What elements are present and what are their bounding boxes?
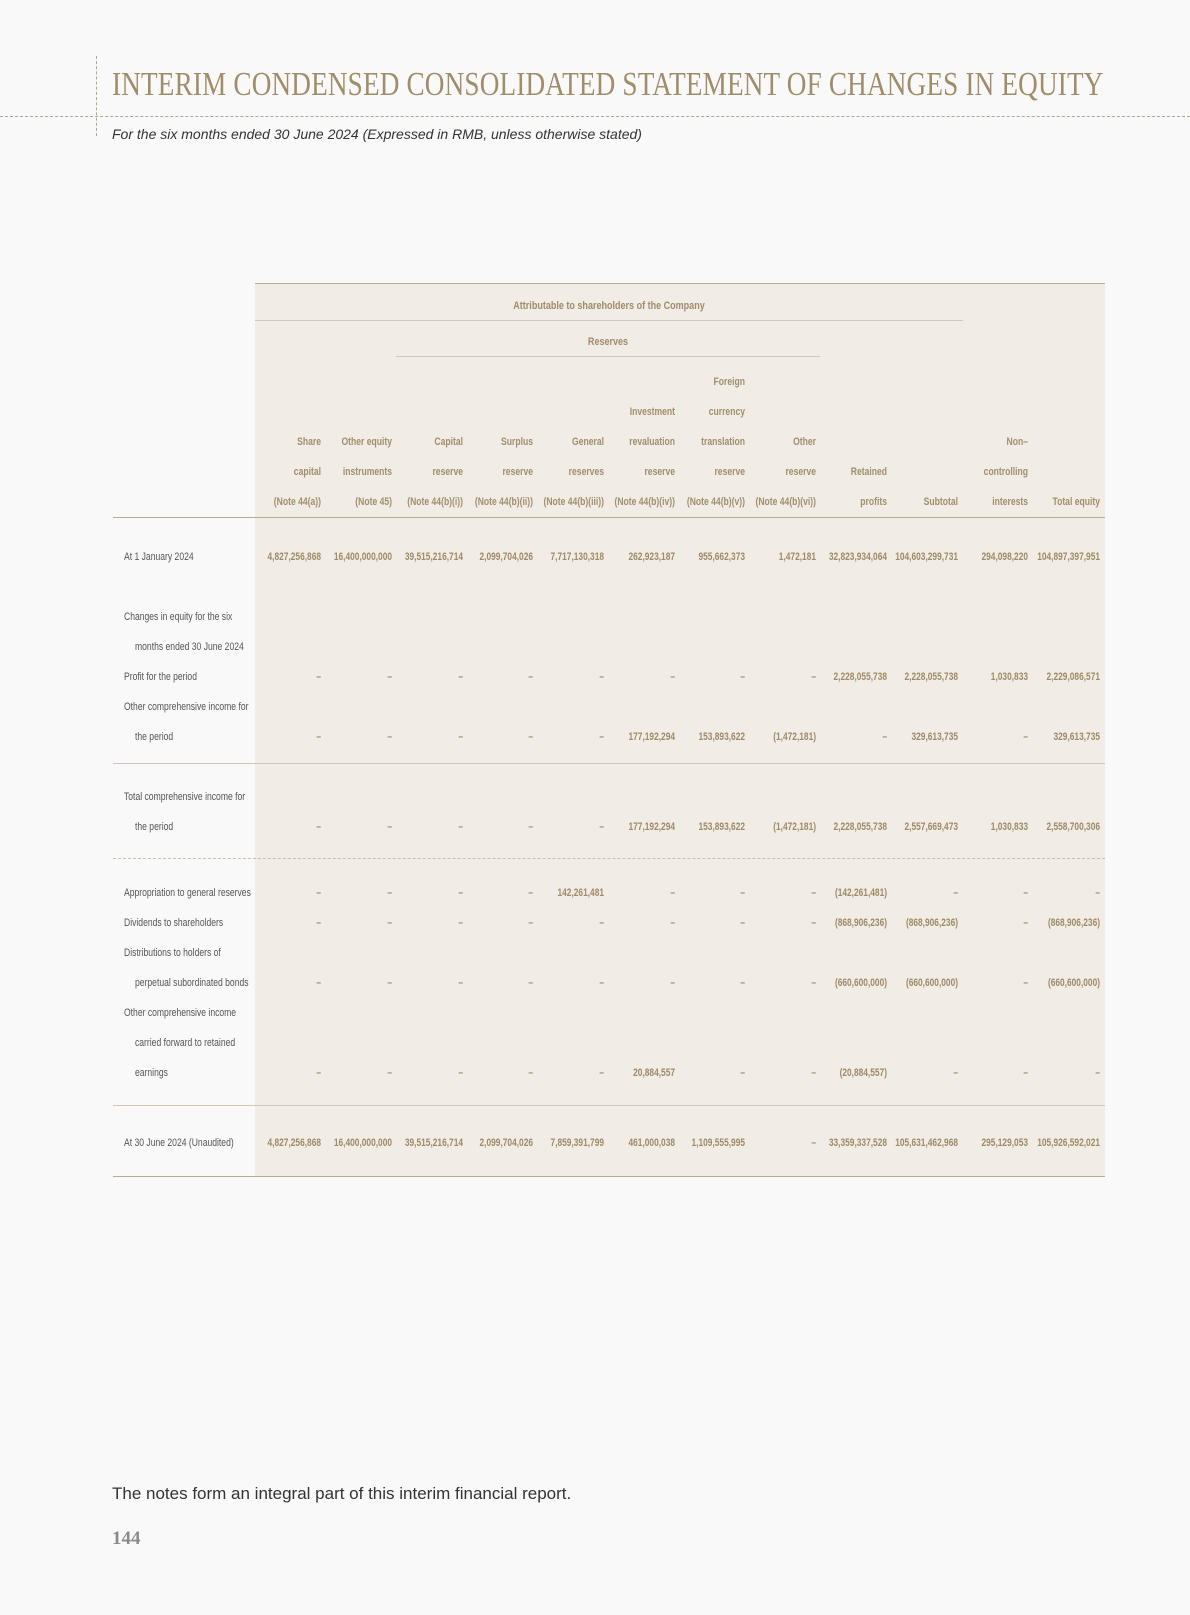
column-header-9-line-2: profits xyxy=(860,496,887,508)
cell-r5-c11: 1,030,833 xyxy=(990,821,1028,833)
row-label-2-line-1: Changes in equity for the six xyxy=(124,611,233,623)
cell-r1-c4: 2,099,704,026 xyxy=(479,551,533,563)
cell-r3-c11: 1,030,833 xyxy=(990,671,1028,683)
cell-r7-c12: (868,906,236) xyxy=(1047,917,1100,929)
cell-r9-c3: – xyxy=(458,1067,463,1079)
table-bottom-rule xyxy=(113,1176,1105,1177)
column-header-8-line-2: reserve xyxy=(785,466,816,478)
column-header-6-line-3: reserve xyxy=(644,466,675,478)
column-header-2-line-1: Other equity xyxy=(341,436,392,448)
row-label-1-line-1: At 1 January 2024 xyxy=(124,551,194,563)
cell-r7-c11: – xyxy=(1023,917,1028,929)
cell-r1-c10: 104,603,299,731 xyxy=(895,551,958,563)
cell-r7-c7: – xyxy=(740,917,745,929)
cell-r7-c3: – xyxy=(458,917,463,929)
cell-r7-c1: – xyxy=(316,917,321,929)
cell-r8-c4: – xyxy=(528,977,533,989)
cell-r8-c5: – xyxy=(599,977,604,989)
section-rule-3 xyxy=(113,1105,1105,1106)
decorative-dashed-marker xyxy=(96,56,97,136)
row-label-2-line-2: months ended 30 June 2024 xyxy=(135,641,244,653)
cell-r9-c4: – xyxy=(528,1067,533,1079)
row-label-5-line-2: the period xyxy=(135,821,174,833)
cell-r3-c3: – xyxy=(458,671,463,683)
cell-r5-c1: – xyxy=(316,821,321,833)
row-label-9-line-1: Other comprehensive income xyxy=(124,1007,237,1019)
cell-r1-c5: 7,717,130,318 xyxy=(550,551,604,563)
column-header-3-line-3: (Note 44(b)(i)) xyxy=(407,496,463,508)
cell-r4-c6: 177,192,294 xyxy=(628,731,675,743)
cell-r10-c6: 461,000,038 xyxy=(628,1137,675,1149)
decorative-dashed-line xyxy=(0,116,1190,117)
cell-r9-c10: – xyxy=(953,1067,958,1079)
footnote: The notes form an integral part of this interim financial report. xyxy=(112,1484,572,1503)
section-rule-1 xyxy=(113,763,1105,764)
column-header-6-line-1: Investment xyxy=(629,406,675,418)
cell-r9-c11: – xyxy=(1023,1067,1028,1079)
row-label-6-line-1: Appropriation to general reserves xyxy=(124,887,251,899)
column-header-8-line-1: Other xyxy=(793,436,816,448)
cell-r9-c8: – xyxy=(811,1067,816,1079)
cell-r7-c6: – xyxy=(670,917,675,929)
cell-r5-c8: (1,472,181) xyxy=(773,821,816,833)
cell-r9-c12: – xyxy=(1095,1067,1100,1079)
cell-r6-c9: (142,261,481) xyxy=(834,887,887,899)
column-header-1-line-3: (Note 44(a)) xyxy=(273,496,321,508)
cell-r3-c10: 2,228,055,738 xyxy=(904,671,958,683)
row-label-10-line-1: At 30 June 2024 (Unaudited) xyxy=(124,1137,234,1149)
attributable-group-rule xyxy=(255,320,963,321)
cell-r7-c5: – xyxy=(599,917,604,929)
column-header-4-line-3: (Note 44(b)(ii)) xyxy=(474,496,533,508)
cell-r6-c7: – xyxy=(740,887,745,899)
cell-r6-c2: – xyxy=(387,887,392,899)
cell-r4-c5: – xyxy=(599,731,604,743)
cell-r8-c6: – xyxy=(670,977,675,989)
column-header-11-line-1: Non– xyxy=(1006,436,1028,448)
cell-r3-c9: 2,228,055,738 xyxy=(833,671,887,683)
table-top-rule xyxy=(255,283,1105,284)
cell-r1-c11: 294,098,220 xyxy=(981,551,1028,563)
cell-r4-c4: – xyxy=(528,731,533,743)
cell-r10-c5: 7,859,391,799 xyxy=(550,1137,604,1149)
row-label-8-line-1: Distributions to holders of xyxy=(124,947,221,959)
cell-r7-c8: – xyxy=(811,917,816,929)
cell-r9-c1: – xyxy=(316,1067,321,1079)
group-header-attributable: Attributable to shareholders of the Company xyxy=(513,300,705,312)
row-label-5-line-1: Total comprehensive income for xyxy=(124,791,246,803)
cell-r5-c4: – xyxy=(528,821,533,833)
cell-r1-c9: 32,823,934,064 xyxy=(828,551,887,563)
cell-r5-c12: 2,558,700,306 xyxy=(1046,821,1100,833)
cell-r3-c1: – xyxy=(316,671,321,683)
column-header-2-line-2: instruments xyxy=(342,466,392,478)
cell-r5-c6: 177,192,294 xyxy=(628,821,675,833)
cell-r1-c3: 39,515,216,714 xyxy=(404,551,463,563)
cell-r8-c1: – xyxy=(316,977,321,989)
cell-r7-c2: – xyxy=(387,917,392,929)
row-label-4-line-2: the period xyxy=(135,731,174,743)
column-header-1-line-1: Share xyxy=(297,436,321,448)
cell-r3-c2: – xyxy=(387,671,392,683)
cell-r6-c5: 142,261,481 xyxy=(557,887,604,899)
cell-r8-c10: (660,600,000) xyxy=(905,977,958,989)
column-header-11-line-2: controlling xyxy=(983,466,1028,478)
cell-r1-c12: 104,897,397,951 xyxy=(1037,551,1100,563)
column-header-3-line-2: reserve xyxy=(432,466,463,478)
cell-r4-c8: (1,472,181) xyxy=(773,731,816,743)
cell-r8-c7: – xyxy=(740,977,745,989)
cell-r1-c2: 16,400,000,000 xyxy=(333,551,392,563)
cell-r4-c11: – xyxy=(1023,731,1028,743)
row-label-9-line-3: earnings xyxy=(135,1067,168,1079)
cell-r8-c3: – xyxy=(458,977,463,989)
cell-r10-c9: 33,359,337,528 xyxy=(828,1137,887,1149)
column-header-11-line-3: interests xyxy=(992,496,1028,508)
cell-r3-c12: 2,229,086,571 xyxy=(1046,671,1100,683)
cell-r8-c9: (660,600,000) xyxy=(834,977,887,989)
column-header-5-line-2: reserves xyxy=(568,466,604,478)
cell-r10-c7: 1,109,555,995 xyxy=(691,1137,745,1149)
cell-r7-c9: (868,906,236) xyxy=(834,917,887,929)
cell-r10-c12: 105,926,592,021 xyxy=(1037,1137,1100,1149)
page-title: INTERIM CONDENSED CONSOLIDATED STATEMENT OF CHANGES IN EQUITY xyxy=(112,66,1104,103)
cell-r4-c12: 329,613,735 xyxy=(1053,731,1100,743)
cell-r6-c1: – xyxy=(316,887,321,899)
cell-r8-c12: (660,600,000) xyxy=(1047,977,1100,989)
column-header-10-line-1: Subtotal xyxy=(923,496,958,508)
cell-r4-c2: – xyxy=(387,731,392,743)
cell-r9-c5: – xyxy=(599,1067,604,1079)
cell-r9-c6: 20,884,557 xyxy=(633,1067,675,1079)
cell-r7-c4: – xyxy=(528,917,533,929)
cell-r5-c10: 2,557,669,473 xyxy=(904,821,958,833)
cell-r6-c4: – xyxy=(528,887,533,899)
row-label-8-line-2: perpetual subordinated bonds xyxy=(135,977,249,989)
column-header-5-line-3: (Note 44(b)(iii)) xyxy=(543,496,604,508)
cell-r8-c8: – xyxy=(811,977,816,989)
cell-r3-c4: – xyxy=(528,671,533,683)
column-header-3-line-1: Capital xyxy=(434,436,463,448)
cell-r5-c9: 2,228,055,738 xyxy=(833,821,887,833)
cell-r4-c10: 329,613,735 xyxy=(911,731,958,743)
cell-r5-c2: – xyxy=(387,821,392,833)
section-rule-2 xyxy=(113,858,1105,859)
reserves-group-rule xyxy=(396,356,820,357)
cell-r3-c8: – xyxy=(811,671,816,683)
column-header-6-line-2: revaluation xyxy=(629,436,675,448)
cell-r6-c11: – xyxy=(1023,887,1028,899)
row-label-9-line-2: carried forward to retained xyxy=(135,1037,236,1049)
cell-r9-c2: – xyxy=(387,1067,392,1079)
cell-r10-c4: 2,099,704,026 xyxy=(479,1137,533,1149)
cell-r5-c7: 153,893,622 xyxy=(698,821,745,833)
cell-r8-c2: – xyxy=(387,977,392,989)
cell-r7-c10: (868,906,236) xyxy=(905,917,958,929)
column-header-4-line-1: Surplus xyxy=(501,436,533,448)
column-header-7-line-1: Foreign xyxy=(713,376,745,388)
cell-r9-c9: (20,884,557) xyxy=(839,1067,887,1079)
cell-r3-c7: – xyxy=(740,671,745,683)
cell-r3-c6: – xyxy=(670,671,675,683)
cell-r1-c8: 1,472,181 xyxy=(778,551,816,563)
cell-r4-c7: 153,893,622 xyxy=(698,731,745,743)
page-number: 144 xyxy=(112,1528,141,1549)
cell-r10-c3: 39,515,216,714 xyxy=(404,1137,463,1149)
column-header-7-line-2: currency xyxy=(708,406,745,418)
column-header-1-line-2: capital xyxy=(293,466,321,478)
group-header-reserves: Reserves xyxy=(587,336,629,348)
cell-r10-c1: 4,827,256,868 xyxy=(267,1137,321,1149)
column-header-6-line-4: (Note 44(b)(iv)) xyxy=(614,496,675,508)
cell-r6-c6: – xyxy=(670,887,675,899)
cell-r10-c8: – xyxy=(811,1137,816,1149)
cell-r1-c6: 262,923,187 xyxy=(628,551,675,563)
page-subtitle: For the six months ended 30 June 2024 (Expressed in RMB, unless otherwise stated) xyxy=(112,126,642,142)
header-bottom-rule xyxy=(113,517,1105,518)
column-header-7-line-4: reserve xyxy=(714,466,745,478)
cell-r4-c1: – xyxy=(316,731,321,743)
column-header-2-line-3: (Note 45) xyxy=(355,496,392,508)
column-header-8-line-3: (Note 44(b)(vi)) xyxy=(755,496,816,508)
row-label-3-line-1: Profit for the period xyxy=(124,671,197,683)
cell-r6-c3: – xyxy=(458,887,463,899)
row-label-4-line-1: Other comprehensive income for xyxy=(124,701,249,713)
cell-r4-c3: – xyxy=(458,731,463,743)
cell-r1-c7: 955,662,373 xyxy=(698,551,745,563)
cell-r5-c5: – xyxy=(599,821,604,833)
cell-r1-c1: 4,827,256,868 xyxy=(267,551,321,563)
column-header-7-line-3: translation xyxy=(701,436,745,448)
cell-r6-c8: – xyxy=(811,887,816,899)
cell-r8-c11: – xyxy=(1023,977,1028,989)
cell-r6-c12: – xyxy=(1095,887,1100,899)
cell-r10-c2: 16,400,000,000 xyxy=(333,1137,392,1149)
column-header-4-line-2: reserve xyxy=(502,466,533,478)
column-header-9-line-1: Retained xyxy=(850,466,887,478)
cell-r10-c10: 105,631,462,968 xyxy=(895,1137,958,1149)
cell-r10-c11: 295,129,053 xyxy=(981,1137,1028,1149)
cell-r6-c10: – xyxy=(953,887,958,899)
column-header-5-line-1: General xyxy=(572,436,604,448)
column-header-7-line-5: (Note 44(b)(v)) xyxy=(686,496,745,508)
cell-r5-c3: – xyxy=(458,821,463,833)
cell-r3-c5: – xyxy=(599,671,604,683)
row-label-7-line-1: Dividends to shareholders xyxy=(124,917,224,929)
cell-r9-c7: – xyxy=(740,1067,745,1079)
cell-r4-c9: – xyxy=(882,731,887,743)
column-header-12-line-1: Total equity xyxy=(1052,496,1100,508)
